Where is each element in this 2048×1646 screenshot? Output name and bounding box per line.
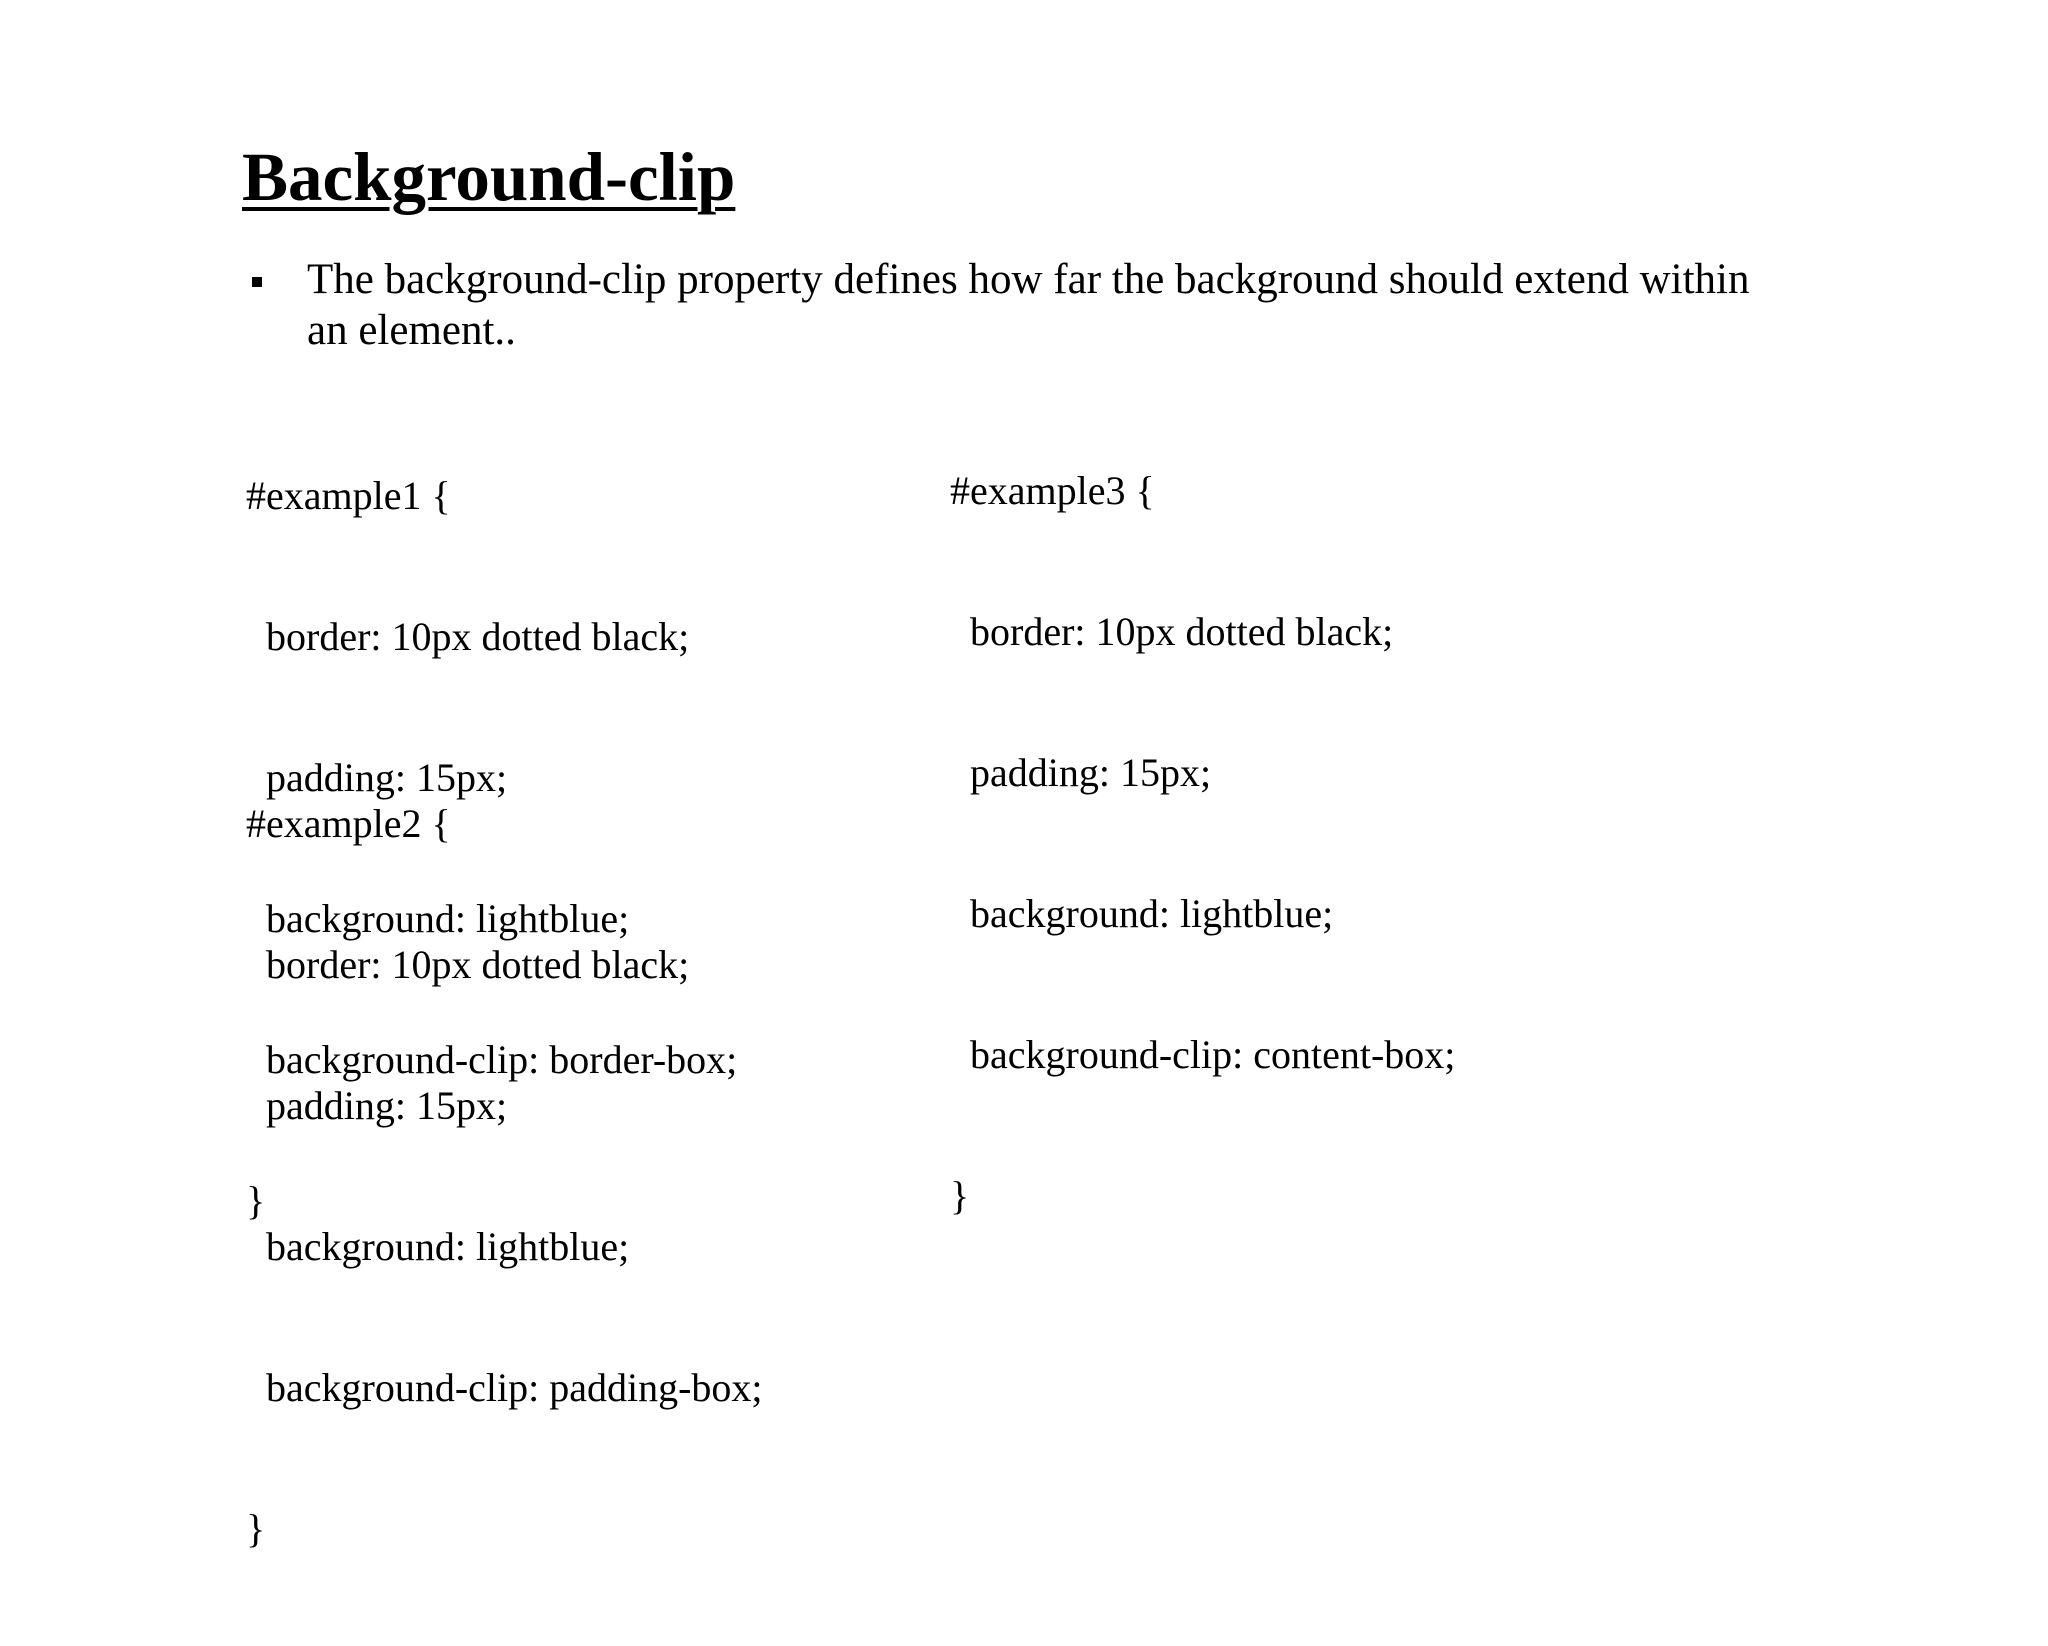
code-closing-brace: } [950, 1173, 970, 1218]
code-selector-line: #example1 { [246, 473, 451, 518]
code-declaration-line: background: lightblue; [266, 1224, 630, 1269]
code-closing-brace: } [246, 1506, 266, 1551]
code-declaration-line: background: lightblue; [266, 896, 630, 941]
code-declaration-line: padding: 15px; [266, 755, 508, 800]
code-declaration-line: padding: 15px; [970, 750, 1212, 795]
slide-title: Background-clip [242, 139, 736, 215]
code-selector-line: #example3 { [950, 468, 1155, 513]
code-closing-brace: } [246, 1178, 266, 1223]
code-declaration-line: padding: 15px; [266, 1083, 508, 1128]
square-bullet-icon [252, 277, 262, 287]
code-declaration-line: background: lightblue; [970, 891, 1334, 936]
bullet-item [252, 254, 1792, 356]
code-declaration-line: border: 10px dotted black; [266, 942, 690, 987]
code-declaration-line: background-clip: border-box; [266, 1037, 738, 1082]
code-block-example2 [246, 706, 763, 1646]
code-declaration-line: border: 10px dotted black; [970, 609, 1394, 654]
bullet-text: The background-clip property defines how far the background should extend within an element.. [307, 256, 1750, 354]
code-block-example3 [950, 373, 1455, 1313]
code-declaration-line: border: 10px dotted black; [266, 614, 690, 659]
code-declaration-line: background-clip: content-box; [970, 1032, 1456, 1077]
code-declaration-line: background-clip: padding-box; [266, 1365, 763, 1410]
code-selector-line: #example2 { [246, 801, 451, 846]
